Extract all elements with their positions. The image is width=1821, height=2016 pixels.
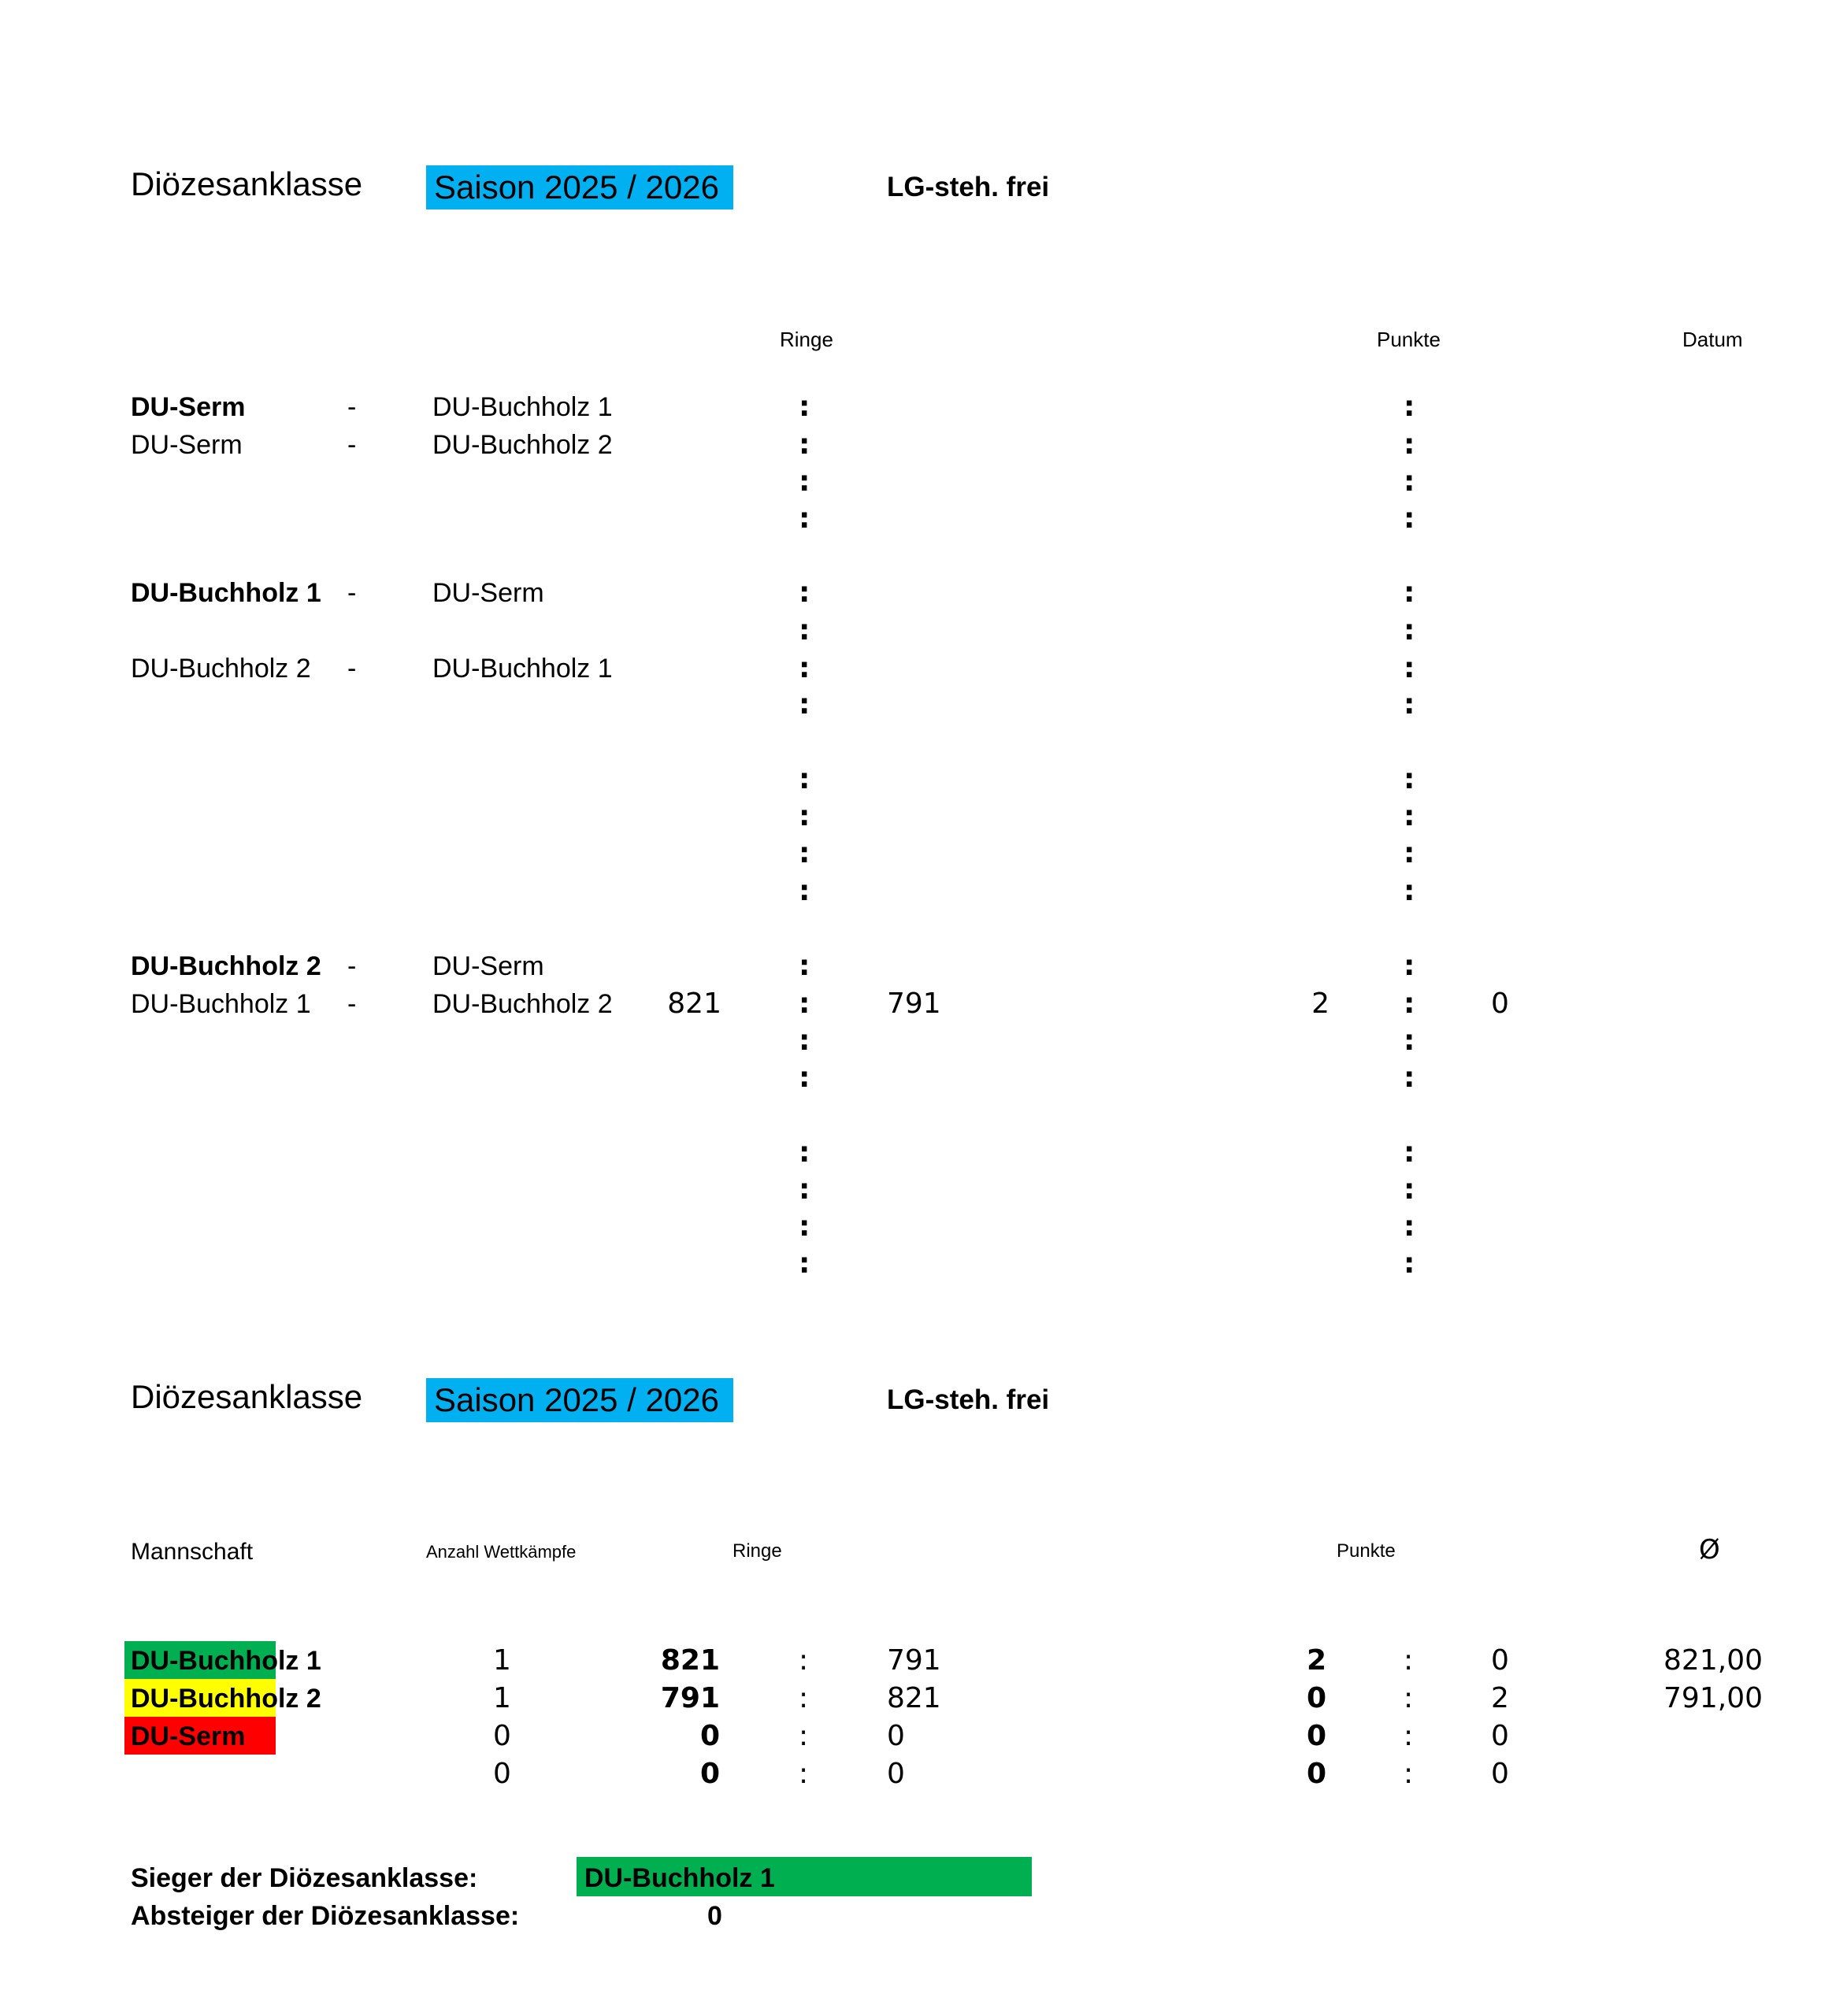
match-dash: - (347, 654, 357, 684)
match-home: DU-Serm (131, 392, 246, 422)
punkte-colon: : (1404, 614, 1415, 647)
standings-team: DU-Buchholz 2 (131, 1684, 321, 1714)
standings-avg: 821,00 (1663, 1644, 1763, 1677)
standings-ringe-for: 0 (699, 1758, 720, 1790)
ringe-colon: : (799, 1173, 810, 1206)
ringe-colon: : (799, 1247, 810, 1280)
punkte-colon: : (1404, 1136, 1415, 1169)
punkte-colon: : (1404, 1210, 1415, 1243)
standings-col-count: Anzahl Wettkämpfe (426, 1542, 577, 1562)
ringe-colon: : (799, 502, 810, 535)
ringe-colon: : (799, 1210, 810, 1243)
standings-class-title: Diözesanklasse (131, 1378, 363, 1415)
punkte-colon: : (1404, 502, 1415, 535)
standings-ringe-for: 0 (699, 1720, 720, 1752)
ringe-colon: : (799, 652, 810, 684)
punkte-colon: : (1404, 688, 1415, 721)
standings-punkte-for: 0 (1306, 1758, 1326, 1790)
schedule-col-datum: Datum (1682, 328, 1743, 351)
ringe-colon: : (799, 875, 810, 907)
match-punkte-home: 2 (1311, 988, 1330, 1020)
standings-ringe-against: 0 (887, 1758, 905, 1790)
schedule-season-badge: Saison 2025 / 2026 (426, 165, 733, 209)
punkte-colon: : (1404, 428, 1415, 461)
schedule-col-ringe: Ringe (780, 328, 833, 351)
standings-avg: 791,00 (1663, 1682, 1763, 1714)
match-home: DU-Serm (131, 430, 243, 460)
ringe-colon: : (799, 950, 810, 982)
ringe-colon: : (799, 988, 810, 1020)
ringe-colon: : (799, 1136, 810, 1169)
punkte-colon: : (1404, 875, 1415, 907)
match-ringe-home: 821 (667, 988, 721, 1020)
match-dash: - (347, 430, 357, 460)
match-punkte-away: 0 (1491, 988, 1509, 1020)
standings-punkte-against: 0 (1491, 1720, 1509, 1752)
match-away: DU-Buchholz 1 (432, 392, 613, 422)
ringe-colon: : (799, 1644, 809, 1677)
standings-col-ringe: Ringe (732, 1540, 782, 1562)
match-dash: - (347, 989, 357, 1019)
relegated-value: 0 (707, 1901, 722, 1931)
match-ringe-away: 791 (887, 988, 941, 1020)
punkte-colon: : (1404, 652, 1415, 684)
ringe-colon: : (799, 391, 810, 423)
standings-ringe-against: 821 (887, 1682, 941, 1714)
punkte-colon: : (1404, 800, 1415, 832)
standings-punkte-against: 0 (1491, 1758, 1509, 1790)
ringe-colon: : (799, 576, 810, 609)
standings-team: DU-Serm (131, 1721, 246, 1751)
match-dash: - (347, 951, 357, 981)
punkte-colon: : (1404, 576, 1415, 609)
punkte-colon: : (1404, 1682, 1414, 1714)
ringe-colon: : (799, 1758, 809, 1790)
punkte-colon: : (1404, 1173, 1415, 1206)
punkte-colon: : (1404, 837, 1415, 869)
punkte-colon: : (1404, 1758, 1414, 1790)
ringe-colon: : (799, 1062, 810, 1094)
relegated-label: Absteiger der Diözesanklasse: (131, 1901, 520, 1931)
match-home: DU-Buchholz 2 (131, 951, 321, 981)
standings-punkte-for: 0 (1306, 1720, 1326, 1752)
match-dash: - (347, 578, 357, 608)
match-away: DU-Serm (432, 951, 544, 981)
standings-category: LG-steh. frei (887, 1384, 1050, 1415)
standings-col-punkte: Punkte (1337, 1540, 1396, 1562)
standings-count: 1 (493, 1644, 511, 1677)
ringe-colon: : (799, 688, 810, 721)
standings-col-team: Mannschaft (131, 1539, 254, 1565)
punkte-colon: : (1404, 1025, 1415, 1057)
punkte-colon: : (1404, 763, 1415, 795)
punkte-colon: : (1404, 465, 1415, 498)
ringe-colon: : (799, 800, 810, 832)
match-away: DU-Serm (432, 578, 544, 608)
schedule-class-title: Diözesanklasse (131, 165, 363, 202)
schedule-category: LG-steh. frei (887, 172, 1050, 202)
match-away: DU-Buchholz 2 (432, 989, 613, 1019)
punkte-colon: : (1404, 1062, 1415, 1094)
punkte-colon: : (1404, 1720, 1414, 1752)
standings-ringe-for: 791 (660, 1682, 720, 1714)
punkte-colon: : (1404, 391, 1415, 423)
standings-punkte-for: 0 (1306, 1682, 1326, 1714)
match-dash: - (347, 392, 357, 422)
match-home: DU-Buchholz 1 (131, 989, 311, 1019)
ringe-colon: : (799, 428, 810, 461)
match-home: DU-Buchholz 2 (131, 654, 311, 684)
standings-count: 0 (493, 1758, 511, 1790)
standings-col-avg: Ø (1699, 1534, 1720, 1566)
ringe-colon: : (799, 614, 810, 647)
punkte-colon: : (1404, 988, 1415, 1020)
standings-punkte-against: 0 (1491, 1644, 1509, 1677)
standings-ringe-for: 821 (660, 1644, 720, 1677)
standings-count: 1 (493, 1682, 511, 1714)
standings-punkte-for: 2 (1306, 1644, 1326, 1677)
ringe-colon: : (799, 1720, 809, 1752)
match-away: DU-Buchholz 2 (432, 430, 613, 460)
punkte-colon: : (1404, 1247, 1415, 1280)
ringe-colon: : (799, 763, 810, 795)
ringe-colon: : (799, 837, 810, 869)
ringe-colon: : (799, 1682, 809, 1714)
match-away: DU-Buchholz 1 (432, 654, 613, 684)
standings-count: 0 (493, 1720, 511, 1752)
standings-season-badge: Saison 2025 / 2026 (426, 1378, 733, 1422)
schedule-col-punkte: Punkte (1377, 328, 1441, 351)
winner-value: DU-Buchholz 1 (584, 1863, 775, 1893)
standings-team: DU-Buchholz 1 (131, 1646, 321, 1676)
standings-punkte-against: 2 (1491, 1682, 1509, 1714)
standings-ringe-against: 791 (887, 1644, 941, 1677)
standings-ringe-against: 0 (887, 1720, 905, 1752)
punkte-colon: : (1404, 950, 1415, 982)
ringe-colon: : (799, 1025, 810, 1057)
ringe-colon: : (799, 465, 810, 498)
winner-label: Sieger der Diözesanklasse: (131, 1863, 478, 1893)
match-home: DU-Buchholz 1 (131, 578, 321, 608)
punkte-colon: : (1404, 1644, 1414, 1677)
